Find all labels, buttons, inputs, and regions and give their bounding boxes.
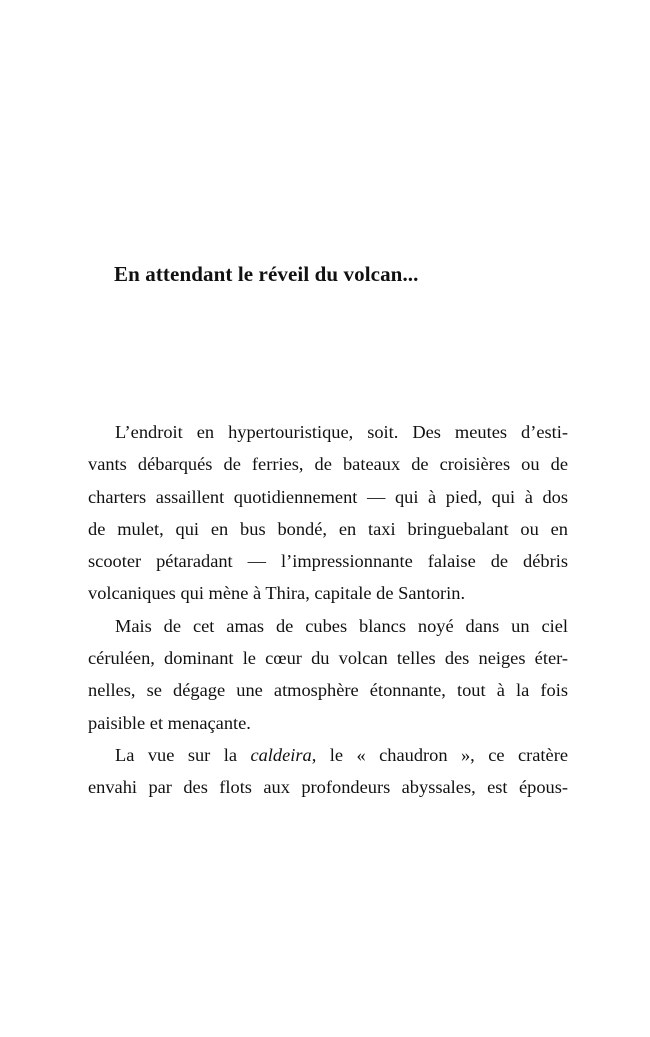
text-line: charters assaillent quotidiennement — qui à pied, qui à dos (88, 486, 568, 507)
text-fragment: La vue sur la (115, 744, 251, 765)
text-line: volcaniques qui mène à Thira, capitale de Santorin. (88, 583, 466, 604)
paragraph-3 (88, 739, 568, 804)
text-line: vants débarqués de ferries, de bateaux de croisières ou de (88, 454, 568, 475)
text-line: céruléen, dominant le cœur du volcan telles des neiges éter- (88, 648, 568, 669)
text-line: Mais de cet amas de cubes blancs noyé dans un ciel (115, 615, 568, 636)
text-line: nelles, se dégage une atmosphère étonnante, tout à la fois (88, 680, 568, 701)
text-line: de mulet, qui en bus bondé, en taxi bringuebalant ou en (88, 518, 568, 539)
italic-term: caldeira (250, 744, 312, 765)
text-fragment: , le « chaudron », ce cratère (311, 744, 568, 765)
text-line: L’endroit en hypertouristique, soit. Des meutes d’esti- (115, 422, 568, 442)
text-line: paisible et menaçante. (88, 712, 251, 733)
text-line (88, 739, 568, 771)
paragraph-1 (88, 416, 568, 610)
text-line: envahi par des flots aux profondeurs abyssales, est épous- (88, 777, 568, 798)
body-text (88, 416, 568, 804)
chapter-title: En attendant le réveil du volcan... (114, 262, 419, 286)
text-line: scooter pétaradant — l’impressionnante falaise de débris (88, 551, 568, 572)
paragraph-2 (88, 610, 568, 739)
